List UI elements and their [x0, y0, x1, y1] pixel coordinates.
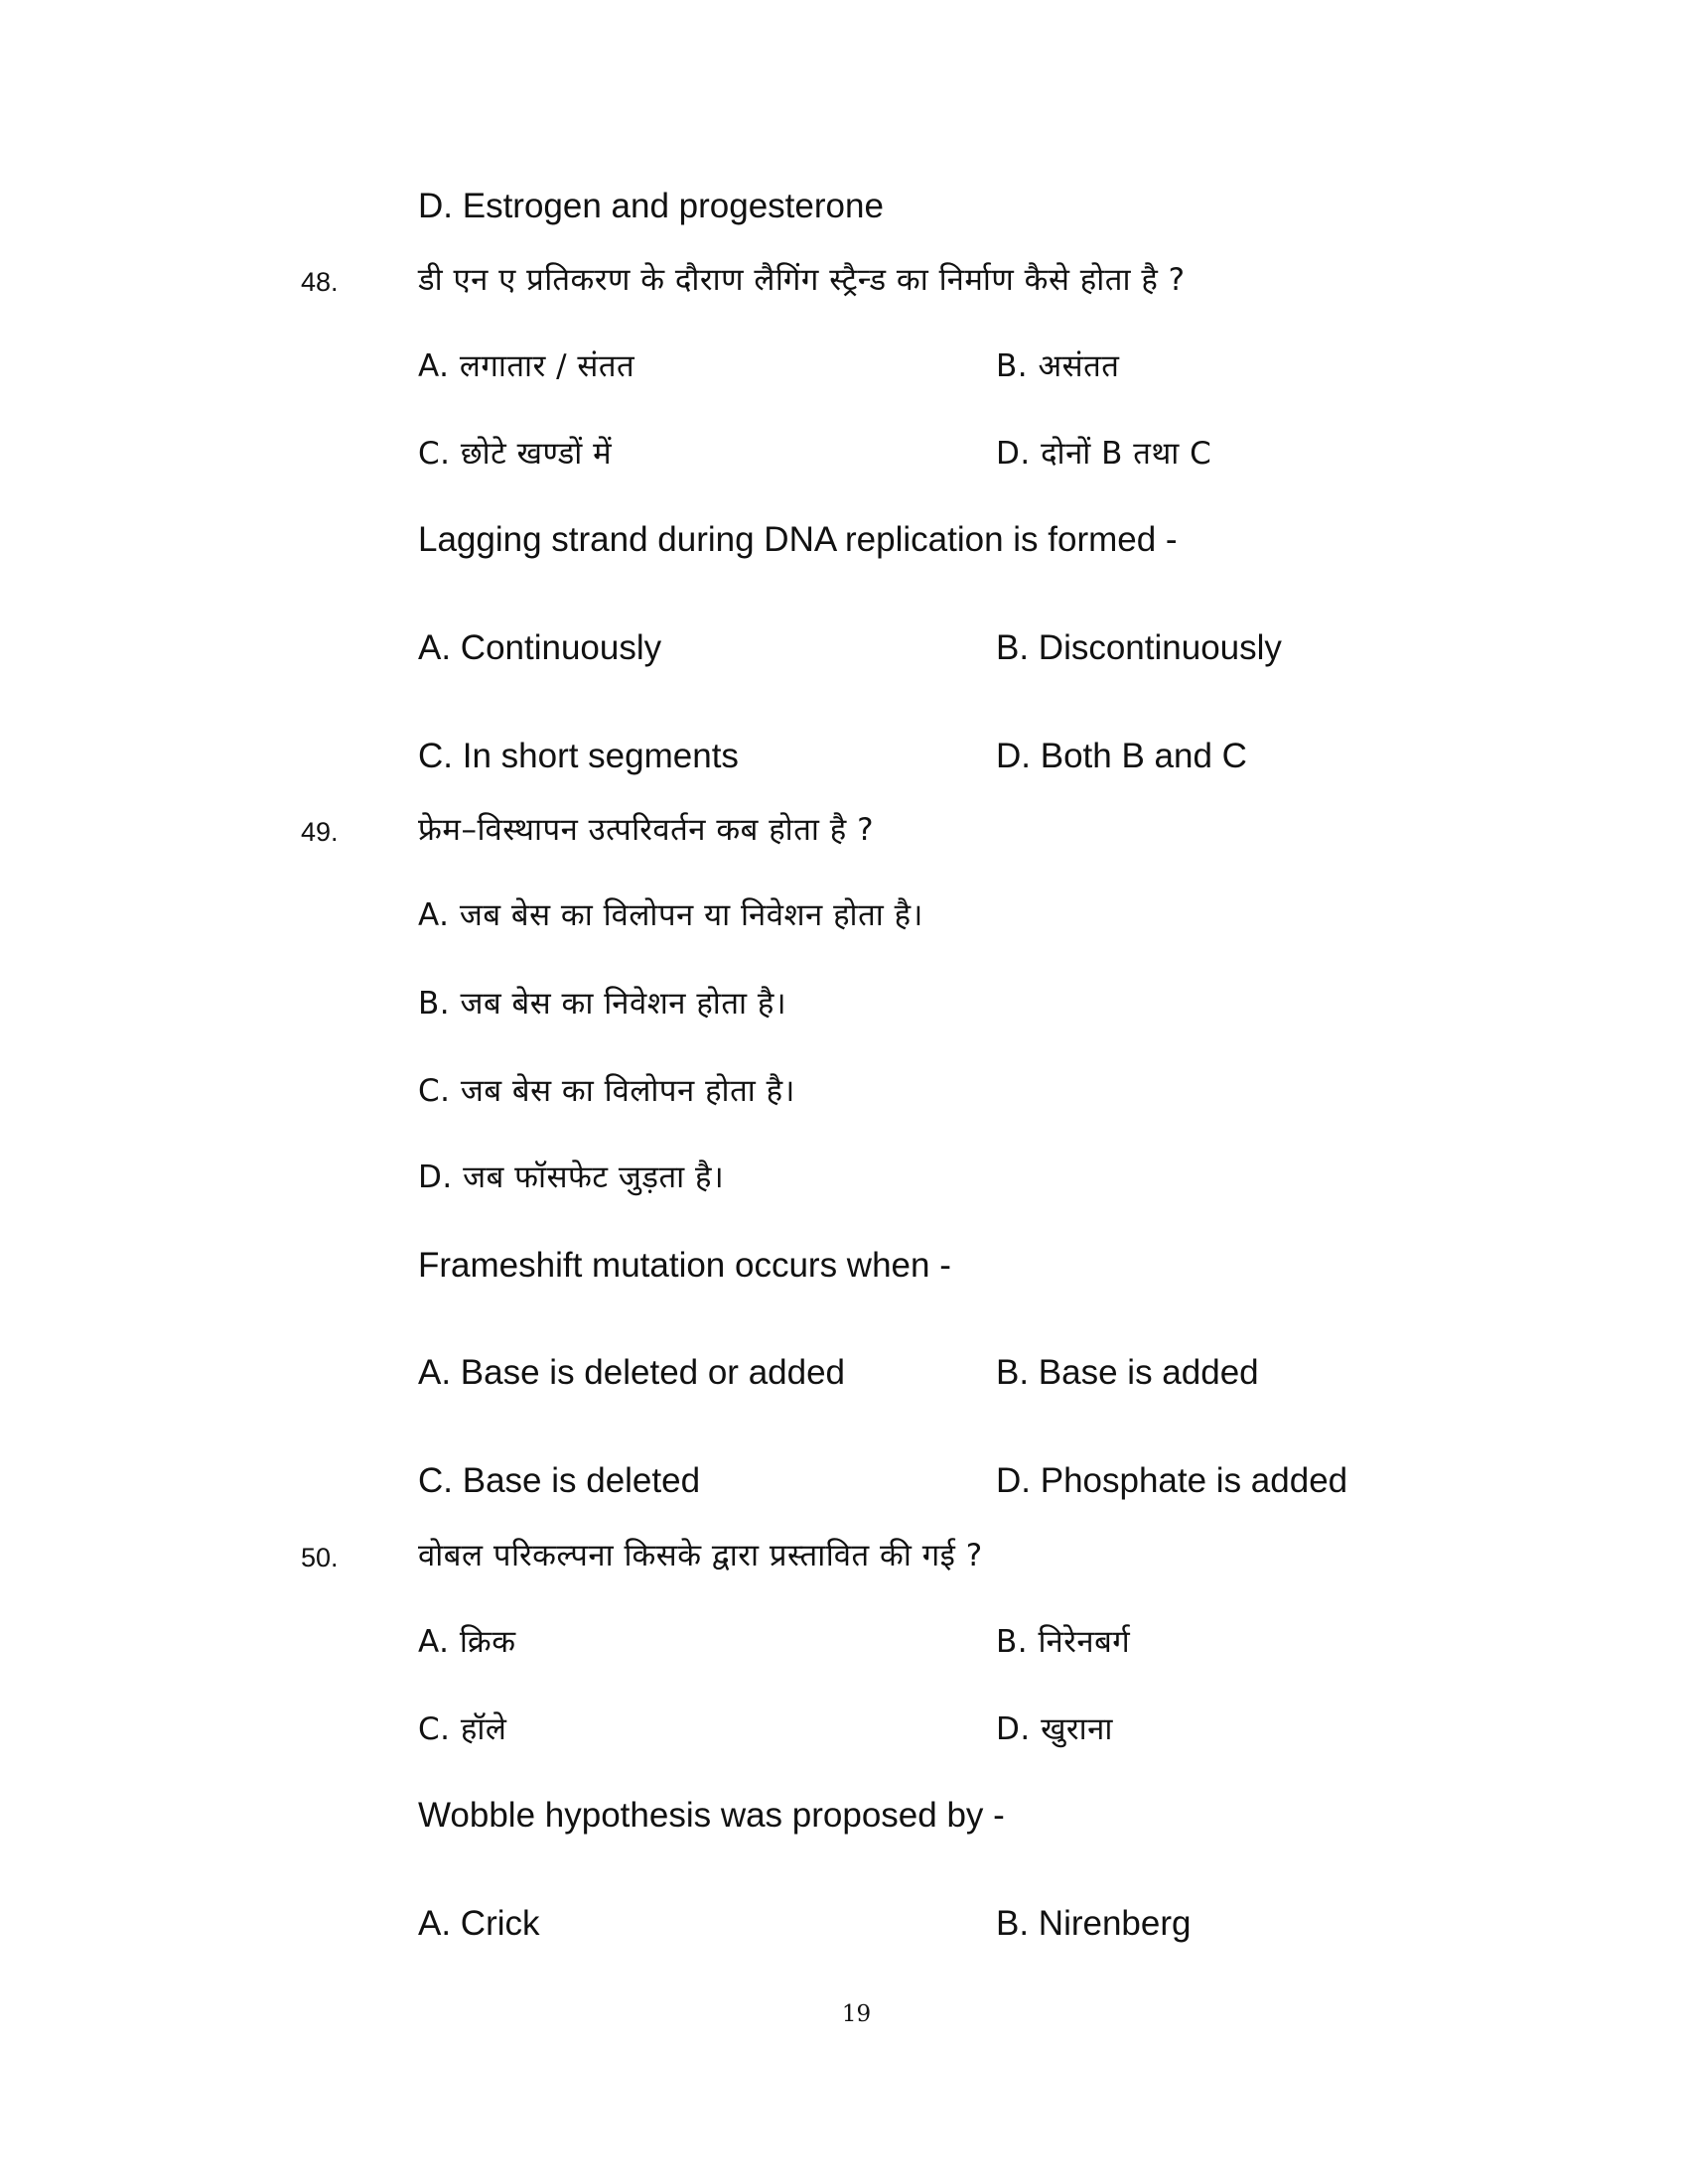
option-b-english: B. Nirenberg	[996, 1904, 1192, 1943]
option-b-english: B. Discontinuously	[996, 628, 1282, 667]
option-c-hindi: C. हॉले	[418, 1711, 507, 1747]
question-text-english: Lagging strand during DNA replication is formed -	[418, 520, 1178, 559]
option-b-hindi: B. असंतत	[996, 348, 1120, 384]
option-a-english: A. Crick	[418, 1904, 540, 1943]
question-number: 49.	[301, 817, 339, 847]
option-b-hindi: B. जब बेस का निवेशन होता है।	[418, 986, 787, 1022]
option-b-hindi: B. निरेनबर्ग	[996, 1624, 1131, 1660]
question-number: 50.	[301, 1543, 339, 1572]
option-a-english: A. Continuously	[418, 628, 662, 667]
option-d-english: D. Phosphate is added	[996, 1461, 1348, 1500]
option-c-english: C. Base is deleted	[418, 1461, 701, 1500]
option-a-hindi: A. लगातार / संतत	[418, 348, 635, 384]
option-c-hindi: C. जब बेस का विलोपन होता है।	[418, 1073, 795, 1109]
option-d-hindi: D. खुराना	[996, 1711, 1113, 1747]
question-text-hindi: फ्रेम–विस्थापन उत्परिवर्तन कब होता है ?	[418, 812, 875, 848]
option-d-hindi: D. दोनों B तथा C	[996, 436, 1212, 472]
question-text-hindi: वोबल परिकल्पना किसके द्वारा प्रस्तावित की गई ?	[418, 1538, 983, 1573]
option-a-hindi: A. क्रिक	[418, 1624, 516, 1660]
page-number: 19	[841, 2001, 872, 2027]
question-text-english: Wobble hypothesis was proposed by -	[418, 1796, 1005, 1835]
option-c-english: C. In short segments	[418, 737, 739, 775]
carryover-option: D. Estrogen and progesterone	[418, 187, 884, 225]
option-c-hindi: C. छोटे खण्डों में	[418, 436, 613, 472]
option-d-english: D. Both B and C	[996, 737, 1247, 775]
option-a-english: A. Base is deleted or added	[418, 1353, 846, 1392]
option-a-hindi: A. जब बेस का विलोपन या निवेशन होता है।	[418, 897, 923, 933]
question-text-english: Frameshift mutation occurs when -	[418, 1246, 951, 1285]
question-text-hindi: डी एन ए प्रतिकरण के दौराण लैगिंग स्ट्रैन्ड का निर्माण कैसे होता है ?	[418, 262, 1186, 298]
question-number: 48.	[301, 267, 339, 297]
option-d-hindi: D. जब फॉसफेट जुड़ता है।	[418, 1160, 725, 1195]
option-b-english: B. Base is added	[996, 1353, 1259, 1392]
